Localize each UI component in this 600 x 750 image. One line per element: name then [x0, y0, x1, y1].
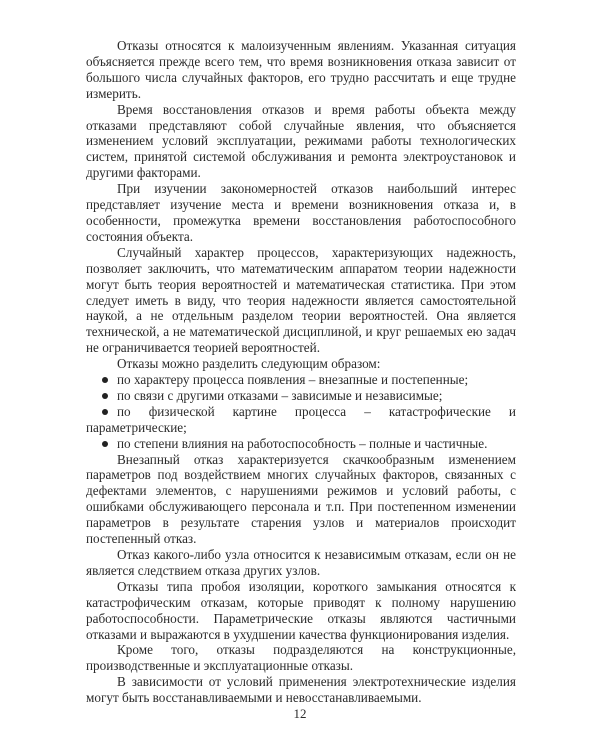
- paragraph-restorable-items: В зависимости от условий применения электротехнические изделия могут быть восстанавливаемыми и невосстанавливаемыми.: [86, 674, 516, 706]
- list-item-text: по степени влияния на работоспособность – полные и частичные.: [117, 435, 488, 451]
- list-item: [86, 436, 516, 452]
- paragraph-failures-intro: Отказы относятся к малоизученным явлениям. Указанная ситуация объясняется прежде всего тем, что время возникновения отказа зависит от большого числа случайных факторов, его трудно рассчитать и еще трудне измерить.: [86, 38, 516, 101]
- list-item-text: по связи с другими отказами – зависимые и независимые;: [117, 387, 443, 403]
- bullet-icon: [102, 409, 108, 415]
- paragraph-independent-failure: Отказ какого-либо узла относится к независимым отказам, если он не является следствием отказа других узлов.: [86, 547, 516, 578]
- page-number: 12: [293, 706, 307, 721]
- paragraph-classification-intro: Отказы можно разделить следующим образом:: [117, 356, 381, 372]
- paragraph-math-apparatus: Случайный характер процессов, характеризующих надежность, позволяет заключить, что математическим аппаратом теории надежности могут быть теория вероятностей и математическая статистика. При этом следует иметь в виду, что теория надежности является самостоятельной наукой, а не отдельным разделом теории вероятностей. Она является технической, а не математической дисциплиной, и круг решаемых ею задач не ограничивается теорией вероятностей.: [86, 244, 516, 356]
- classification-list: [86, 372, 516, 452]
- bullet-icon: [102, 441, 108, 447]
- list-item: [86, 404, 516, 436]
- paragraph-recovery-time: Время восстановления отказов и время работы объекта между отказами представляют собой случайные явления, что объясняется изменением условий эксплуатации, режимами работы технологических систем, принятой системой обслуживания и ремонта электроустановок и другими факторами.: [86, 101, 516, 181]
- page-body: [86, 38, 516, 706]
- list-item-text: по физической картине процесса – катастрофические и параметрические;: [86, 403, 516, 435]
- paragraph-study-interest: При изучении закономерностей отказов наибольший интерес представляет изучение места и времени возникновения отказа и, в особенности, промежутка времени восстановления работоспособного состояния объекта.: [86, 181, 516, 244]
- list-item: [86, 388, 516, 404]
- paragraph-failure-origin: Кроме того, отказы подразделяются на конструкционные, производственные и эксплуатационные отказы.: [86, 642, 516, 674]
- bullet-icon: [102, 393, 108, 399]
- list-item: [86, 372, 516, 388]
- bullet-icon: [102, 377, 108, 383]
- paragraph-sudden-failure: Внезапный отказ характеризуется скачкообразным изменением параметров под воздействием многих случайных факторов, связанных с дефектами элементов, с нарушениями режимов и условий работы, с ошибками обслуживающего персонала и т.п. При постепенном изменении параметров в результате старения узлов и материалов происходит постепенный отказ.: [86, 451, 516, 547]
- paragraph-catastrophic-failure: Отказы типа пробоя изоляции, короткого замыкания относятся к катастрофическим отказам, которые приводят к полному нарушению работоспособности. Параметрические отказы являются частичными отказами и выражаются в ухудшении качества функционирования изделия.: [86, 578, 516, 642]
- list-item-text: по характеру процесса появления – внезапные и постепенные;: [117, 372, 469, 388]
